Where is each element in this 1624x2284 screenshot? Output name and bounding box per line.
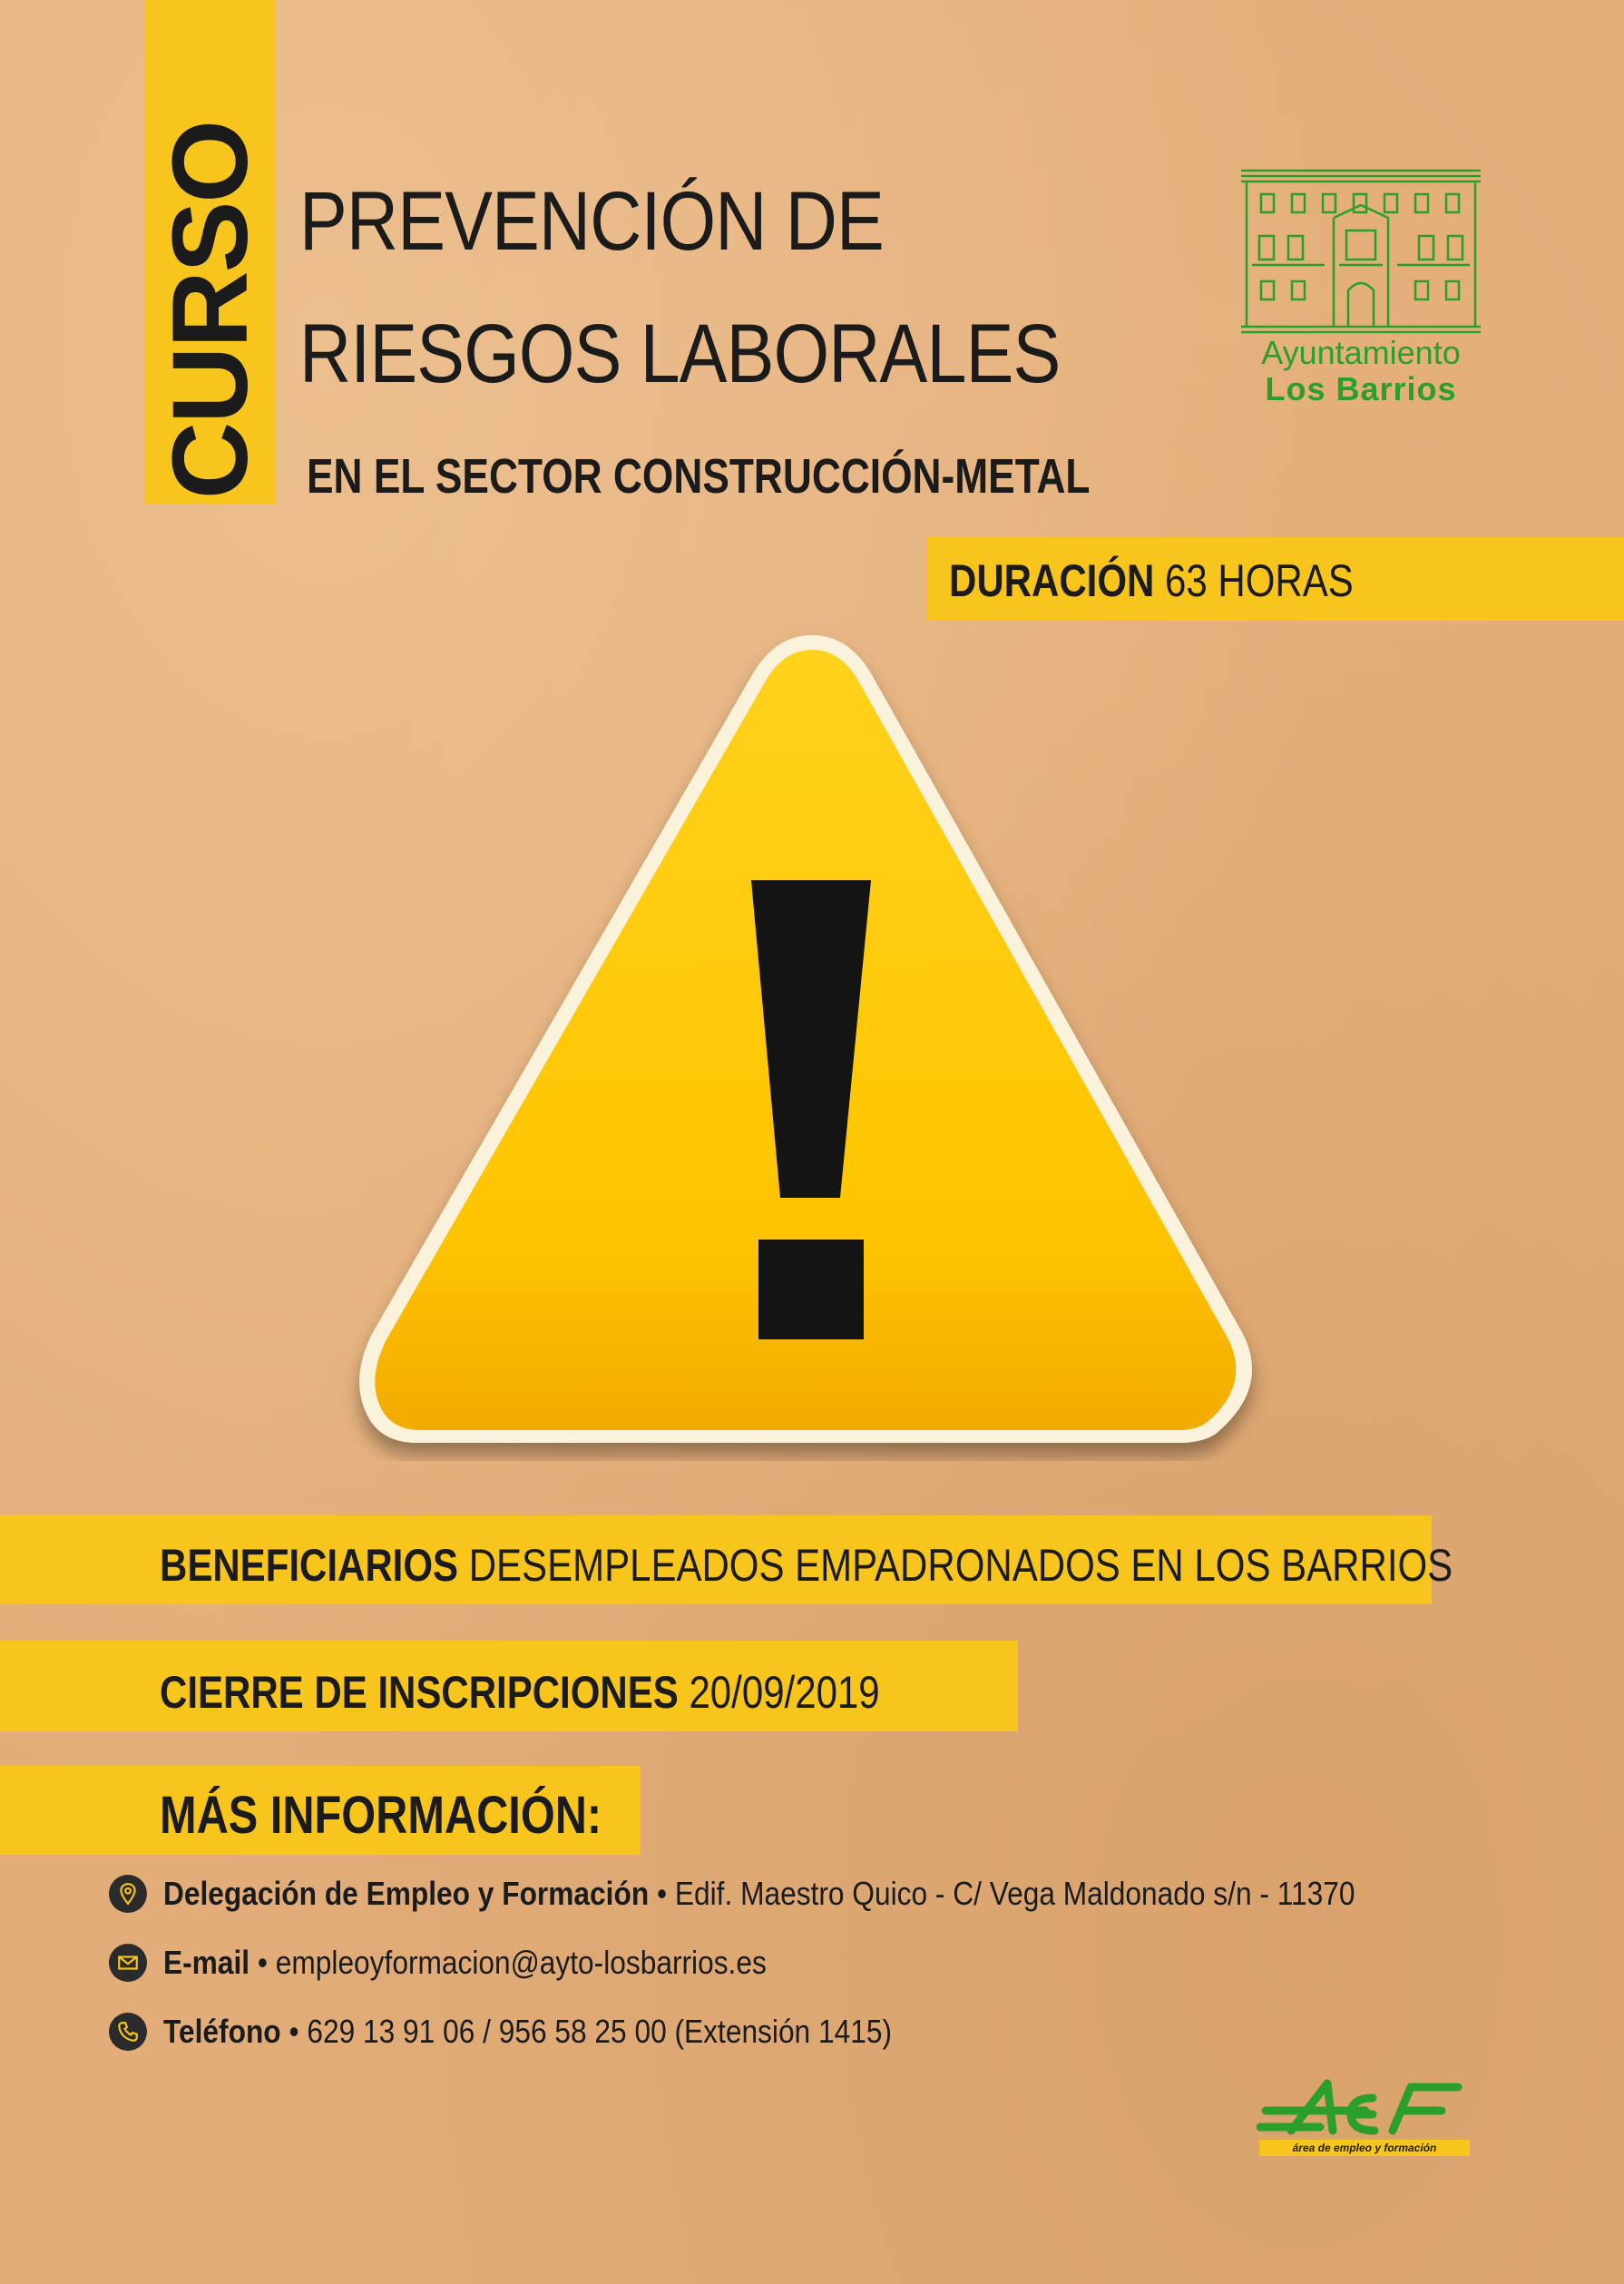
contact-phone-text: Teléfono • 629 13 91 06 / 956 58 25 00 (Extensión 1415) <box>163 2013 893 2050</box>
contact-address-value: Edif. Maestro Quico - C/ Vega Maldonado s/n - 11370 <box>674 1875 1355 1912</box>
phone-icon <box>109 2013 147 2051</box>
contact-phone-label: Teléfono <box>163 2013 281 2050</box>
contact-email-row <box>109 1940 848 1985</box>
contact-address-row <box>109 1871 1518 1916</box>
cierre-info <box>160 1667 880 1718</box>
envelope-icon <box>109 1944 147 1982</box>
exclamation-dot <box>758 1240 864 1339</box>
location-pin-icon <box>109 1875 147 1913</box>
curso-label: CURSO <box>151 121 270 500</box>
aef-tagline: área de empleo y formación <box>1259 2140 1470 2156</box>
logo-los-barrios-text: Los Barrios <box>1265 370 1457 407</box>
beneficiarios-label: BENEFICIARIOS <box>160 1540 459 1591</box>
logo-ayuntamiento-text: Ayuntamiento <box>1261 334 1461 371</box>
contact-email-label: E-mail <box>163 1944 250 1981</box>
beneficiarios-info <box>160 1540 1453 1591</box>
cierre-value: 20/09/2019 <box>689 1667 880 1718</box>
contact-email-value[interactable]: empleoyformacion@ayto-losbarrios.es <box>275 1944 767 1981</box>
duracion-value: 63 HORAS <box>1165 555 1354 606</box>
cierre-label: CIERRE DE INSCRIPCIONES <box>160 1667 679 1718</box>
mas-informacion-heading: MÁS INFORMACIÓN: <box>160 1786 602 1845</box>
duracion-label: DURACIÓN <box>949 555 1155 606</box>
contact-phone-row <box>109 2009 992 2054</box>
duracion-info <box>949 555 1354 606</box>
contact-phone-value[interactable]: 629 13 91 06 / 956 58 25 00 (Extensión 1415) <box>307 2013 893 2050</box>
beneficiarios-value: DESEMPLEADOS EMPADRONADOS EN LOS BARRIOS <box>468 1540 1453 1591</box>
contact-address-text: Delegación de Empleo y Formación • Edif. Maestro Quico - C/ Vega Maldonado s/n - 11370 <box>163 1875 1355 1912</box>
title-line-1: PREVENCIÓN DE <box>299 175 884 268</box>
subtitle: EN EL SECTOR CONSTRUCCIÓN-METAL <box>307 449 1091 504</box>
warning-triangle-icon <box>336 617 1288 1461</box>
title-line-2: RIESGOS LABORALES <box>299 308 1061 400</box>
contact-address-label: Delegación de Empleo y Formación <box>163 1875 650 1912</box>
contact-email-text: E-mail • empleoyformacion@ayto-losbarrios.es <box>163 1944 767 1981</box>
